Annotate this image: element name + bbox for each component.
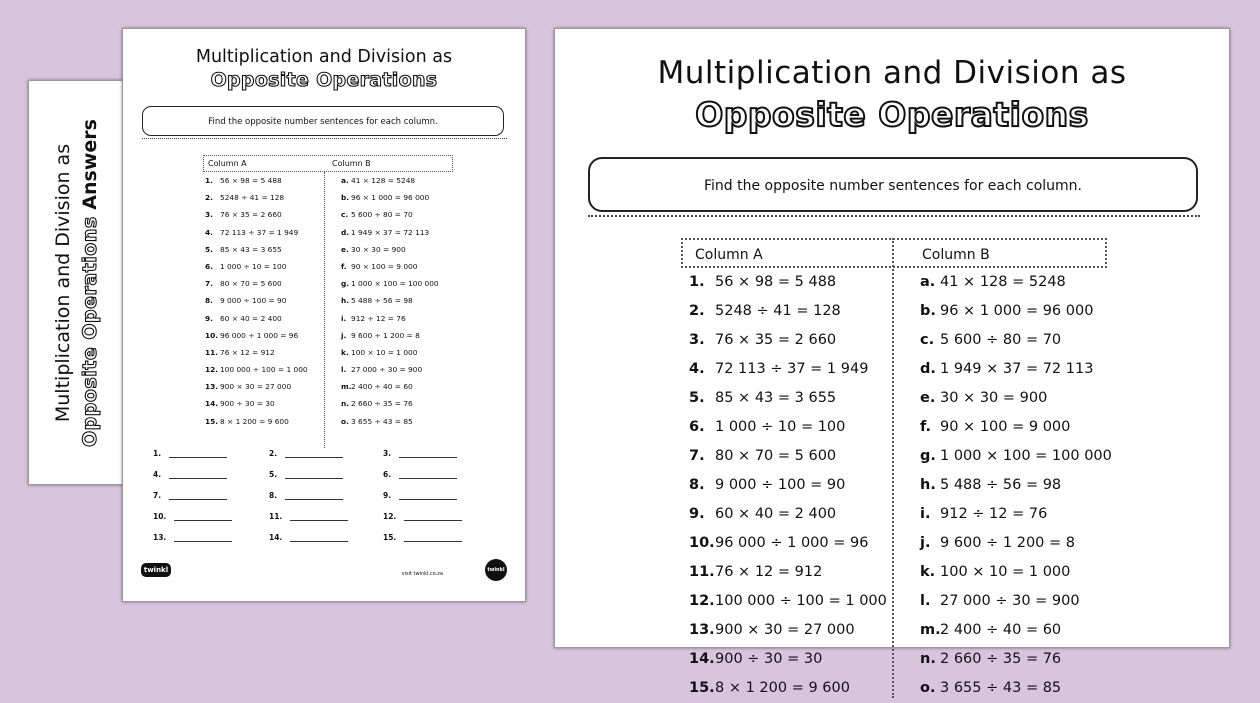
worksheet-instruction: Find the opposite number sentences for each column. bbox=[588, 157, 1198, 212]
answer-blank bbox=[169, 451, 227, 458]
column-a-cell bbox=[681, 616, 893, 645]
answer-line bbox=[269, 449, 343, 458]
column-a-number: 4. bbox=[205, 227, 213, 237]
column-b-header: Column B bbox=[332, 159, 371, 168]
column-a-cell bbox=[203, 172, 325, 189]
column-a-cell bbox=[203, 327, 325, 344]
column-b-sentence: 100 × 10 = 1 000 bbox=[351, 347, 418, 357]
column-b-sentence: 3 655 ÷ 43 = 85 bbox=[351, 416, 413, 426]
table-row bbox=[203, 310, 453, 327]
table-row bbox=[681, 355, 1107, 384]
column-b-sentence: 41 × 128 = 5248 bbox=[940, 274, 1066, 290]
answer-blank bbox=[285, 493, 343, 500]
column-a-sentence: 56 × 98 = 5 488 bbox=[715, 274, 837, 290]
column-b-cell bbox=[325, 344, 453, 361]
column-a-sentence: 76 × 35 = 2 660 bbox=[220, 210, 282, 220]
column-divider bbox=[324, 172, 325, 448]
answer-label: 11. bbox=[269, 512, 283, 521]
column-a-sentence: 9 000 ÷ 100 = 90 bbox=[715, 477, 846, 493]
column-a-sentence: 96 000 ÷ 1 000 = 96 bbox=[715, 535, 869, 551]
column-a-number: 1. bbox=[689, 274, 705, 290]
column-a-sentence: 76 × 12 = 912 bbox=[715, 564, 823, 580]
answer-line bbox=[269, 491, 343, 500]
column-b-cell bbox=[893, 413, 1107, 442]
column-b-cell bbox=[893, 587, 1107, 616]
column-b-header: Column B bbox=[922, 247, 990, 263]
column-b-sentence: 2 400 ÷ 40 = 60 bbox=[940, 622, 1062, 638]
column-a-number: 11. bbox=[205, 347, 219, 357]
column-a-sentence: 900 ÷ 30 = 30 bbox=[220, 399, 275, 409]
column-b-letter: f. bbox=[920, 419, 932, 435]
column-a-cell bbox=[203, 258, 325, 275]
column-a-cell bbox=[203, 395, 325, 412]
column-b-sentence: 1 000 × 100 = 100 000 bbox=[351, 279, 439, 289]
answer-line bbox=[269, 533, 348, 542]
column-b-cell bbox=[325, 378, 453, 395]
worksheet-preview-title: Multiplication and Division as bbox=[195, 47, 453, 67]
column-a-cell bbox=[203, 310, 325, 327]
answer-blank bbox=[399, 451, 457, 458]
column-a-cell bbox=[681, 587, 893, 616]
column-b-sentence: 90 × 100 = 9 000 bbox=[351, 261, 418, 271]
column-a-sentence: 1 000 ÷ 10 = 100 bbox=[715, 419, 846, 435]
column-b-letter: g. bbox=[341, 279, 350, 289]
answer-blank bbox=[285, 472, 343, 479]
column-b-cell bbox=[893, 355, 1107, 384]
column-b-letter: l. bbox=[341, 365, 347, 375]
worksheet-main bbox=[554, 28, 1230, 696]
column-b-cell bbox=[325, 241, 453, 258]
answer-blank bbox=[290, 514, 348, 521]
worksheet-preview-table bbox=[203, 155, 453, 430]
table-row bbox=[681, 471, 1107, 500]
column-b-cell bbox=[893, 616, 1107, 645]
column-a-number: 7. bbox=[689, 448, 705, 464]
column-b-letter: m. bbox=[920, 622, 941, 638]
column-b-sentence: 2 660 ÷ 35 = 76 bbox=[940, 651, 1062, 667]
column-b-letter: d. bbox=[920, 361, 936, 377]
table-row bbox=[203, 206, 453, 223]
column-b-letter: n. bbox=[920, 651, 936, 667]
column-a-number: 5. bbox=[689, 390, 705, 406]
column-a-cell bbox=[203, 189, 325, 206]
column-a-cell bbox=[203, 413, 325, 430]
answer-label: 3. bbox=[383, 449, 392, 458]
column-b-cell bbox=[325, 292, 453, 309]
column-b-cell bbox=[325, 395, 453, 412]
column-b-cell bbox=[893, 297, 1107, 326]
answer-line bbox=[153, 470, 227, 479]
answer-blank bbox=[169, 472, 227, 479]
column-a-number: 9. bbox=[689, 506, 705, 522]
column-a-cell bbox=[681, 413, 893, 442]
column-a-number: 1. bbox=[205, 176, 213, 185]
table-row bbox=[681, 442, 1112, 471]
column-a-sentence: 76 × 35 = 2 660 bbox=[715, 332, 837, 348]
twinkl-badge: twinkl bbox=[485, 559, 507, 581]
footer-url: visit twinkl.co.za bbox=[401, 571, 443, 577]
column-a-sentence: 8 × 1 200 = 9 600 bbox=[220, 416, 289, 426]
column-b-cell bbox=[325, 275, 453, 292]
column-b-letter: j. bbox=[341, 330, 347, 340]
column-b-letter: b. bbox=[920, 303, 936, 319]
column-a-sentence: 72 113 ÷ 37 = 1 949 bbox=[715, 361, 869, 377]
column-a-number: 14. bbox=[689, 651, 715, 667]
column-b-cell bbox=[325, 172, 453, 189]
column-b-letter: a. bbox=[920, 274, 936, 290]
column-b-letter: g. bbox=[920, 448, 936, 464]
column-b-sentence: 100 × 10 = 1 000 bbox=[940, 564, 1071, 580]
worksheet-preview bbox=[122, 28, 526, 602]
answer-blank bbox=[399, 493, 457, 500]
table-row bbox=[203, 327, 453, 344]
column-b-letter: k. bbox=[920, 564, 936, 580]
column-b-letter: o. bbox=[920, 680, 936, 696]
answer-label: 1. bbox=[153, 449, 162, 458]
column-a-cell bbox=[203, 241, 325, 258]
column-a-number: 4. bbox=[689, 361, 705, 377]
table-header bbox=[203, 155, 453, 172]
table-row bbox=[681, 268, 1107, 297]
column-a-cell bbox=[681, 355, 893, 384]
column-b-letter: n. bbox=[341, 399, 350, 409]
table-row bbox=[681, 674, 1107, 703]
column-a-sentence: 76 × 12 = 912 bbox=[220, 347, 275, 357]
column-a-sentence: 900 ÷ 30 = 30 bbox=[715, 651, 823, 667]
answer-line bbox=[383, 449, 457, 458]
column-a-number: 3. bbox=[205, 210, 213, 220]
column-b-sentence: 1 000 × 100 = 100 000 bbox=[940, 448, 1112, 464]
answers-title-outline: Opposite Operations bbox=[79, 216, 101, 447]
answer-label: 12. bbox=[383, 512, 397, 521]
column-b-letter: a. bbox=[341, 176, 349, 185]
worksheet-subtitle: Opposite Operations bbox=[695, 95, 1089, 134]
table-row bbox=[203, 378, 453, 395]
table-row bbox=[203, 189, 453, 206]
column-b-cell bbox=[325, 206, 453, 223]
table-row bbox=[681, 500, 1107, 529]
column-a-number: 15. bbox=[205, 416, 219, 426]
column-b-letter: c. bbox=[341, 210, 349, 220]
column-b-sentence: 912 ÷ 12 = 76 bbox=[351, 313, 406, 323]
column-a-sentence: 5248 ÷ 41 = 128 bbox=[220, 193, 285, 203]
table-row bbox=[681, 587, 1107, 616]
answer-line bbox=[383, 533, 462, 542]
answer-blank bbox=[174, 535, 232, 542]
column-a-sentence: 80 × 70 = 5 600 bbox=[715, 448, 837, 464]
table-row bbox=[203, 241, 453, 258]
column-a-cell bbox=[681, 674, 893, 703]
table-row bbox=[203, 292, 453, 309]
instruction-shadow-dots bbox=[588, 215, 1200, 217]
table-row bbox=[681, 558, 1107, 587]
column-b-cell bbox=[325, 310, 453, 327]
column-b-letter: d. bbox=[341, 227, 350, 237]
answer-line bbox=[269, 512, 348, 521]
column-a-number: 6. bbox=[205, 261, 213, 271]
answer-label: 2. bbox=[269, 449, 278, 458]
column-b-cell bbox=[893, 442, 1112, 471]
column-b-letter: j. bbox=[920, 535, 931, 551]
column-a-number: 2. bbox=[689, 303, 705, 319]
answer-blank bbox=[285, 451, 343, 458]
column-a-header: Column A bbox=[208, 159, 247, 168]
column-a-cell bbox=[681, 500, 893, 529]
column-b-cell bbox=[893, 326, 1107, 355]
column-b-sentence: 41 × 128 = 5248 bbox=[351, 176, 416, 185]
column-a-sentence: 60 × 40 = 2 400 bbox=[715, 506, 837, 522]
answer-line bbox=[153, 533, 232, 542]
column-b-letter: k. bbox=[341, 347, 349, 357]
answer-blank bbox=[290, 535, 348, 542]
worksheet-table bbox=[681, 238, 1112, 703]
column-a-number: 15. bbox=[689, 680, 715, 696]
column-b-cell bbox=[893, 558, 1107, 587]
column-a-sentence: 1 000 ÷ 10 = 100 bbox=[220, 261, 287, 271]
column-b-letter: b. bbox=[341, 193, 350, 203]
column-b-letter: e. bbox=[920, 390, 936, 406]
table-row bbox=[203, 344, 453, 361]
column-a-cell bbox=[681, 442, 893, 471]
column-b-sentence: 9 600 ÷ 1 200 = 8 bbox=[940, 535, 1075, 551]
answer-label: 4. bbox=[153, 470, 162, 479]
column-a-cell bbox=[681, 645, 893, 674]
answer-blank bbox=[174, 514, 232, 521]
column-a-cell bbox=[203, 206, 325, 223]
column-a-number: 6. bbox=[689, 419, 705, 435]
table-row bbox=[681, 384, 1107, 413]
table-row bbox=[681, 413, 1107, 442]
column-b-sentence: 90 × 100 = 9 000 bbox=[940, 419, 1071, 435]
column-b-sentence: 27 000 ÷ 30 = 900 bbox=[940, 593, 1080, 609]
answer-line bbox=[383, 512, 462, 521]
column-b-sentence: 30 × 30 = 900 bbox=[940, 390, 1048, 406]
answer-label: 14. bbox=[269, 533, 283, 542]
column-b-sentence: 9 600 ÷ 1 200 = 8 bbox=[351, 330, 420, 340]
column-b-cell bbox=[893, 645, 1107, 674]
column-b-sentence: 1 949 × 37 = 72 113 bbox=[351, 227, 430, 237]
table-row bbox=[681, 645, 1107, 674]
answer-label: 8. bbox=[269, 491, 278, 500]
column-b-cell bbox=[893, 268, 1107, 297]
column-a-number: 2. bbox=[205, 193, 213, 203]
column-a-sentence: 9 000 ÷ 100 = 90 bbox=[220, 296, 287, 306]
answer-blank bbox=[169, 493, 227, 500]
table-row bbox=[203, 224, 453, 241]
column-b-cell bbox=[893, 674, 1107, 703]
column-b-letter: c. bbox=[920, 332, 935, 348]
column-a-number: 13. bbox=[689, 622, 715, 638]
answers-sheet-title bbox=[50, 83, 120, 483]
column-a-cell bbox=[203, 361, 325, 378]
table-row bbox=[203, 395, 453, 412]
column-a-sentence: 100 000 ÷ 100 = 1 000 bbox=[220, 365, 308, 375]
column-b-sentence: 2 660 ÷ 35 = 76 bbox=[351, 399, 413, 409]
column-b-sentence: 5 600 ÷ 80 = 70 bbox=[351, 210, 413, 220]
column-a-sentence: 100 000 ÷ 100 = 1 000 bbox=[715, 593, 887, 609]
column-b-letter: f. bbox=[341, 261, 347, 271]
column-a-sentence: 85 × 43 = 3 655 bbox=[220, 244, 282, 254]
column-a-cell bbox=[681, 297, 893, 326]
column-a-number: 12. bbox=[689, 593, 715, 609]
column-a-sentence: 56 × 98 = 5 488 bbox=[220, 176, 282, 185]
column-a-header: Column A bbox=[695, 247, 763, 263]
worksheet-preview-instruction: Find the opposite number sentences for each column. bbox=[142, 106, 504, 136]
answer-label: 5. bbox=[269, 470, 278, 479]
worksheet-preview-subtitle: Opposite Operations bbox=[210, 69, 438, 91]
answer-blank bbox=[404, 535, 462, 542]
column-b-letter: i. bbox=[920, 506, 931, 522]
answer-line bbox=[153, 449, 227, 458]
column-b-cell bbox=[325, 189, 453, 206]
answer-label: 13. bbox=[153, 533, 167, 542]
column-b-sentence: 1 949 × 37 = 72 113 bbox=[940, 361, 1094, 377]
table-row bbox=[681, 529, 1107, 558]
column-b-letter: i. bbox=[341, 313, 347, 323]
column-a-number: 14. bbox=[205, 399, 219, 409]
column-b-sentence: 3 655 ÷ 43 = 85 bbox=[940, 680, 1062, 696]
answer-line bbox=[383, 470, 457, 479]
answer-line bbox=[153, 512, 232, 521]
column-b-cell bbox=[325, 258, 453, 275]
column-b-letter: o. bbox=[341, 416, 349, 426]
column-a-sentence: 80 × 70 = 5 600 bbox=[220, 279, 282, 289]
twinkl-logo: twinkl bbox=[141, 563, 171, 577]
answer-line bbox=[269, 470, 343, 479]
column-b-sentence: 5 488 ÷ 56 = 98 bbox=[351, 296, 413, 306]
table-row bbox=[203, 413, 453, 430]
answer-label: 9. bbox=[383, 491, 392, 500]
column-b-cell bbox=[893, 384, 1107, 413]
column-b-letter: e. bbox=[341, 244, 349, 254]
answers-title-suffix: Answers bbox=[79, 119, 101, 217]
table-row bbox=[681, 297, 1107, 326]
column-a-number: 8. bbox=[689, 477, 705, 493]
column-a-cell bbox=[681, 326, 893, 355]
column-a-number: 12. bbox=[205, 365, 219, 375]
table-header bbox=[681, 238, 1107, 268]
answers-title-line1: Multiplication and Division as bbox=[52, 143, 74, 423]
column-a-cell bbox=[681, 558, 893, 587]
column-a-cell bbox=[203, 275, 325, 292]
table-row bbox=[203, 172, 453, 189]
column-b-sentence: 2 400 ÷ 40 = 60 bbox=[351, 382, 413, 392]
column-a-sentence: 5248 ÷ 41 = 128 bbox=[715, 303, 841, 319]
column-a-sentence: 8 × 1 200 = 9 600 bbox=[715, 680, 850, 696]
column-a-cell bbox=[681, 384, 893, 413]
column-a-sentence: 900 × 30 = 27 000 bbox=[715, 622, 855, 638]
column-b-cell bbox=[325, 361, 453, 378]
column-a-cell bbox=[681, 471, 893, 500]
table-row bbox=[681, 326, 1107, 355]
column-a-number: 13. bbox=[205, 382, 219, 392]
column-b-sentence: 27 000 ÷ 30 = 900 bbox=[351, 365, 423, 375]
column-b-sentence: 5 488 ÷ 56 = 98 bbox=[940, 477, 1062, 493]
answer-label: 10. bbox=[153, 512, 167, 521]
column-b-cell bbox=[893, 500, 1107, 529]
column-a-number: 10. bbox=[205, 330, 219, 340]
answer-line bbox=[383, 491, 457, 500]
column-a-number: 10. bbox=[689, 535, 715, 551]
column-a-cell bbox=[681, 529, 893, 558]
answer-label: 6. bbox=[383, 470, 392, 479]
table-body bbox=[681, 268, 1112, 703]
column-b-letter: h. bbox=[920, 477, 936, 493]
table-row bbox=[203, 258, 453, 275]
column-a-number: 9. bbox=[205, 313, 213, 323]
column-b-sentence: 912 ÷ 12 = 76 bbox=[940, 506, 1048, 522]
column-a-number: 7. bbox=[205, 279, 213, 289]
column-a-cell bbox=[203, 224, 325, 241]
column-b-cell bbox=[893, 529, 1107, 558]
answer-blank bbox=[404, 514, 462, 521]
column-a-number: 3. bbox=[689, 332, 705, 348]
column-b-cell bbox=[325, 327, 453, 344]
answer-label: 7. bbox=[153, 491, 162, 500]
table-body bbox=[203, 172, 453, 430]
column-a-cell bbox=[203, 378, 325, 395]
column-b-sentence: 96 × 1 000 = 96 000 bbox=[351, 193, 430, 203]
column-a-sentence: 72 113 ÷ 37 = 1 949 bbox=[220, 227, 299, 237]
column-a-sentence: 85 × 43 = 3 655 bbox=[715, 390, 837, 406]
column-a-number: 11. bbox=[689, 564, 715, 580]
column-b-sentence: 5 600 ÷ 80 = 70 bbox=[940, 332, 1062, 348]
column-a-number: 8. bbox=[205, 296, 213, 306]
column-a-sentence: 60 × 40 = 2 400 bbox=[220, 313, 282, 323]
column-b-sentence: 30 × 30 = 900 bbox=[351, 244, 406, 254]
column-a-sentence: 96 000 ÷ 1 000 = 96 bbox=[220, 330, 299, 340]
column-b-sentence: 96 × 1 000 = 96 000 bbox=[940, 303, 1094, 319]
column-divider bbox=[892, 238, 894, 698]
column-b-cell bbox=[893, 471, 1107, 500]
column-b-cell bbox=[325, 413, 453, 430]
answer-blank bbox=[399, 472, 457, 479]
column-b-letter: h. bbox=[341, 296, 350, 306]
answer-line bbox=[153, 491, 227, 500]
answers-title-line2 bbox=[77, 83, 104, 483]
worksheet-title: Multiplication and Division as bbox=[657, 55, 1127, 91]
instruction-shadow-dots bbox=[142, 138, 507, 139]
column-b-cell bbox=[325, 224, 453, 241]
column-b-letter: l. bbox=[920, 593, 931, 609]
column-a-cell bbox=[681, 268, 893, 297]
column-a-sentence: 900 × 30 = 27 000 bbox=[220, 382, 292, 392]
table-row bbox=[681, 616, 1107, 645]
column-a-number: 5. bbox=[205, 244, 213, 254]
answer-label: 15. bbox=[383, 533, 397, 542]
table-row bbox=[203, 361, 453, 378]
table-row bbox=[203, 275, 453, 292]
column-a-cell bbox=[203, 344, 325, 361]
column-a-cell bbox=[203, 292, 325, 309]
column-b-letter: m. bbox=[341, 382, 352, 392]
